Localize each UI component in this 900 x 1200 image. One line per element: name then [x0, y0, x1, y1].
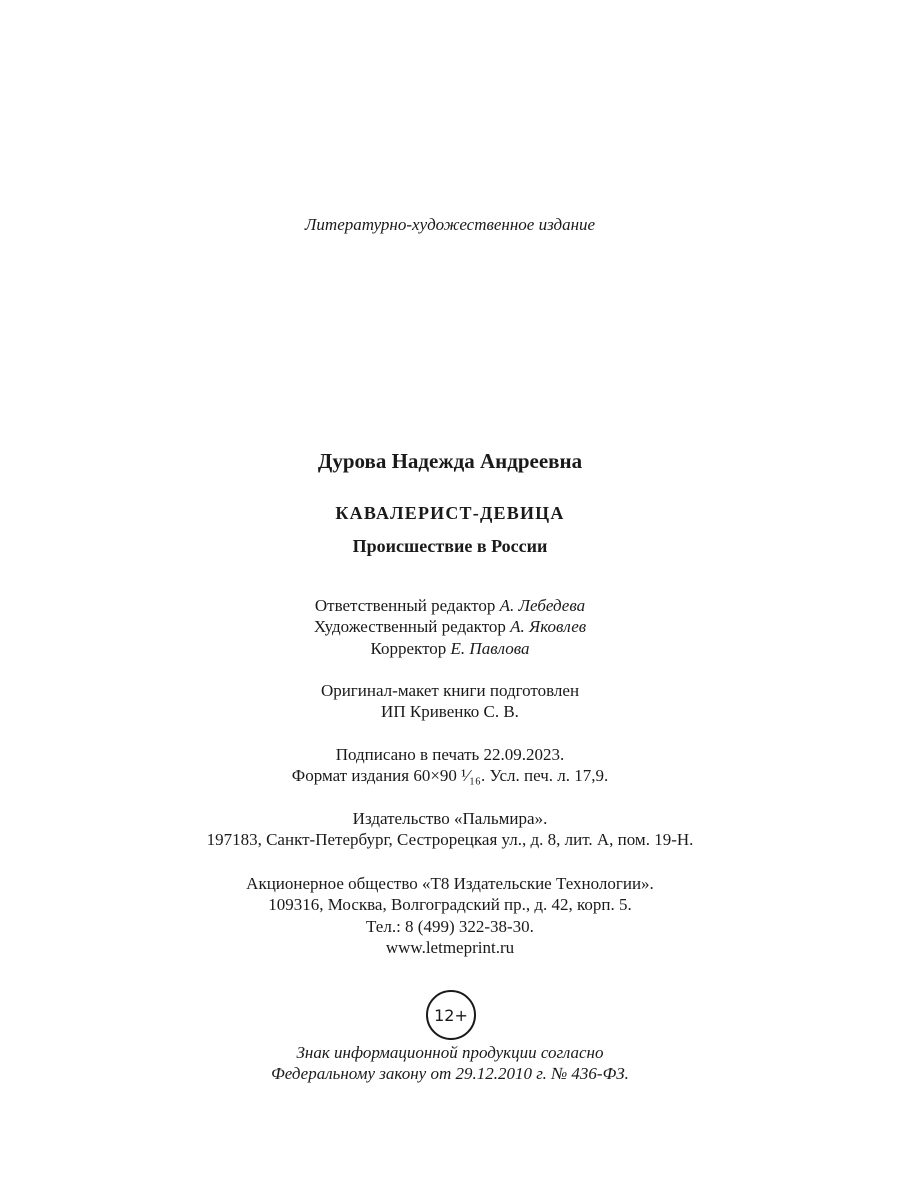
text-line: 109316, Москва, Волгоградский пр., д. 42, корп. 5. — [268, 895, 632, 915]
printer-info — [0, 873, 900, 958]
text-line: 197183, Санкт-Петербург, Сестрорецкая ул., д. 8, лит. А, пом. 19-Н. — [206, 830, 694, 850]
book-subtitle: Происшествие в России — [352, 536, 548, 556]
website-link: www.letmeprint.ru — [385, 937, 515, 957]
book-title: КАВАЛЕРИСТ-ДЕВИЦА — [335, 503, 565, 523]
text-line: ИП Кривенко С. В. — [381, 702, 519, 722]
publisher-info — [0, 808, 900, 851]
text-line: Знак информационной продукции согласно — [296, 1043, 604, 1062]
age-rating-badge: 12+ — [426, 990, 476, 1040]
text-line: Оригинал-макет книги подготовлен — [320, 681, 580, 700]
credit-line: Художественный редактор А. Яковлев — [313, 617, 587, 637]
text-line: Издательство «Пальмира». — [352, 809, 548, 828]
text-line: Акционерное общество «Т8 Издательские Технологии». — [246, 874, 654, 893]
text-line: Тел.: 8 (499) 322-38-30. — [366, 916, 534, 936]
credit-line: Корректор Е. Павлова — [370, 638, 530, 658]
credits — [0, 595, 900, 659]
credit-line: Ответственный редактор А. Лебедева — [314, 596, 586, 615]
text-line: Подписано в печать 22.09.2023. — [335, 745, 565, 764]
edition-type — [0, 214, 900, 235]
print-info — [0, 744, 900, 787]
text-line: Федеральному закону от 29.12.2010 г. № 436-ФЗ. — [271, 1064, 629, 1084]
text-line: Формат издания 60×90 ¹⁄₁₆. Усл. печ. л. 17,9. — [291, 766, 609, 786]
edition-type-text: Литературно-художественное издание — [304, 215, 596, 234]
age-note — [0, 1042, 900, 1085]
author: Дурова Надежда Андреевна — [317, 449, 583, 473]
layout-prepared — [0, 680, 900, 723]
